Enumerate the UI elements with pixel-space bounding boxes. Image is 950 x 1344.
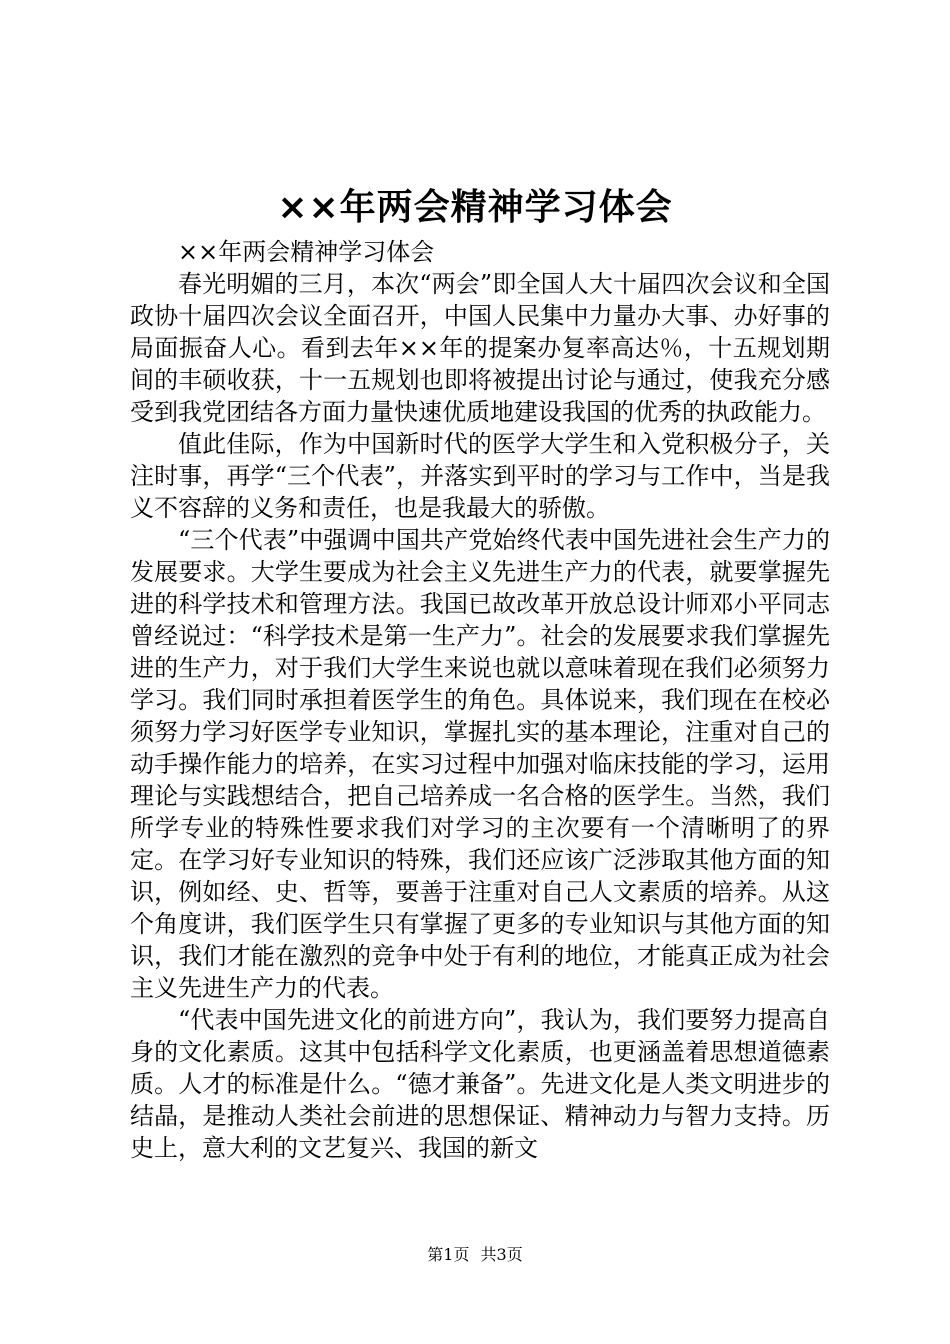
paragraph-1: 春光明媚的三月，本次“两会”即全国人大十届四次会议和全国政协十届四次会议全面召开，中国人民集中力量办大事、办好事的局面振奋人心。看到去年××年的提案办复率高达％，十五规划期间的丰硕收获，十一五规划也即将被提出讨论与通过，使我充分感受到我党团结各方面力量快速优质地建设我国的优秀的执政能力。	[130, 270, 830, 426]
paragraph-3: “三个代表”中强调中国共产党始终代表中国先进社会生产力的发展要求。大学生要成为社会主义先进生产力的代表，就要掌握先进的科学技术和管理方法。我国已故改革开放总设计师邓小平同志曾经说过：“科学技术是第一生产力”。社会的发展要求我们掌握先进的生产力，对于我们大学生来说也就以意味着现在我们必须努力学习。我们同时承担着医学生的角色。具体说来，我们现在在校必须努力学习好医学专业知识，掌握扎实的基本理论，注重对自己的动手操作能力的培养，在实习过程中加强对临床技能的学习，运用理论与实践想结合，把自己培养成一名合格的医学生。当然，我们所学专业的特殊性要求我们对学习的主次要有一个清晰明了的界定。在学习好专业知识的特殊，我们还应该广泛涉取其他方面的知识，例如经、史、哲等，要善于注重对自己人文素质的培养。从这个角度讲，我们医学生只有掌握了更多的专业知识与其他方面的知识，我们才能在激烈的竞争中处于有利的地位，才能真正成为社会主义先进生产力的代表。	[130, 526, 830, 1002]
document-title: ××年两会精神学习体会	[277, 187, 673, 228]
paragraph-2: 值此佳际，作为中国新时代的医学大学生和入党积极分子，关注时事，再学“三个代表”，并落实到平时的学习与工作中，当是我义不容辞的义务和责任，也是我最大的骄傲。	[130, 430, 830, 522]
page-total: 共3页	[480, 1245, 523, 1264]
document-body	[130, 236, 830, 1164]
page-number: 第1页	[427, 1245, 470, 1264]
paragraph-subtitle: ××年两会精神学习体会	[178, 238, 435, 266]
page-footer	[0, 1244, 950, 1266]
paragraph-4: “代表中国先进文化的前进方向”，我认为，我们要努力提高自身的文化素质。这其中包括科学文化素质，也更涵盖着思想道德素质。人才的标准是什么。“德才兼备”。先进文化是人类文明进步的结晶，是推动人类社会前进的思想保证、精神动力与智力支持。历史上，意大利的文艺复兴、我国的新文	[130, 1006, 830, 1162]
